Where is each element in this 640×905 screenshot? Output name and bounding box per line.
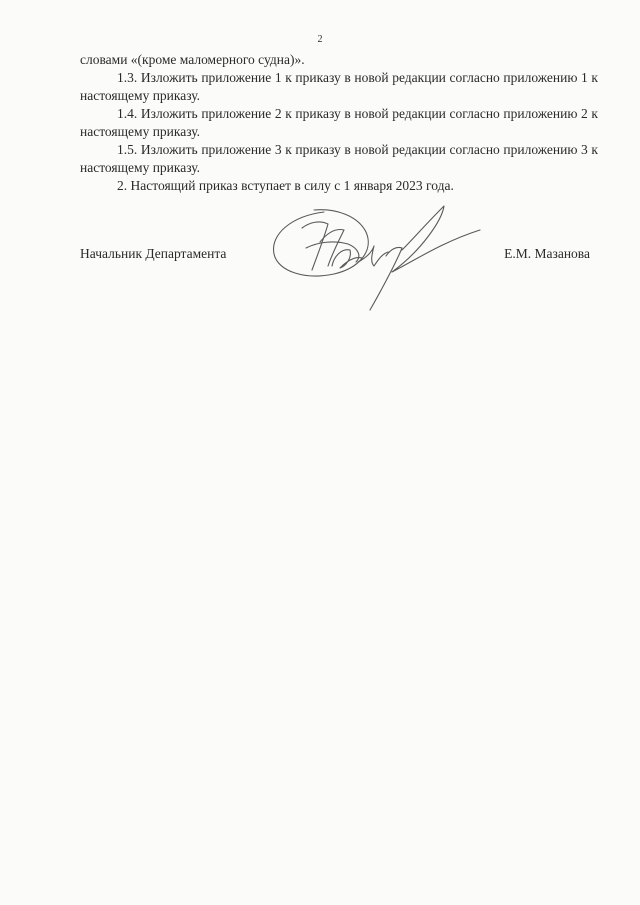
paragraph-item-1-4: 1.4. Изложить приложение 2 к приказу в новой редакции согласно приложению 2 к настоящему приказу. xyxy=(80,106,598,139)
paragraph-continuation: словами «(кроме маломерного судна)». xyxy=(80,52,305,67)
signer-name: Е.М. Мазанова xyxy=(504,246,590,261)
paragraph-item-1-5: 1.5. Изложить приложение 3 к приказу в новой редакции согласно приложению 3 к настоящему приказу. xyxy=(80,142,598,175)
paragraph-item-1-3: 1.3. Изложить приложение 1 к приказу в новой редакции согласно приложению 1 к настоящему приказу. xyxy=(80,70,598,103)
document-body xyxy=(80,51,598,195)
paragraph-item-2: 2. Настоящий приказ вступает в силу с 1 января 2023 года. xyxy=(117,178,454,193)
signer-title: Начальник Департамента xyxy=(80,246,227,261)
page-number: 2 xyxy=(317,34,323,45)
handwritten-signature xyxy=(262,192,492,317)
